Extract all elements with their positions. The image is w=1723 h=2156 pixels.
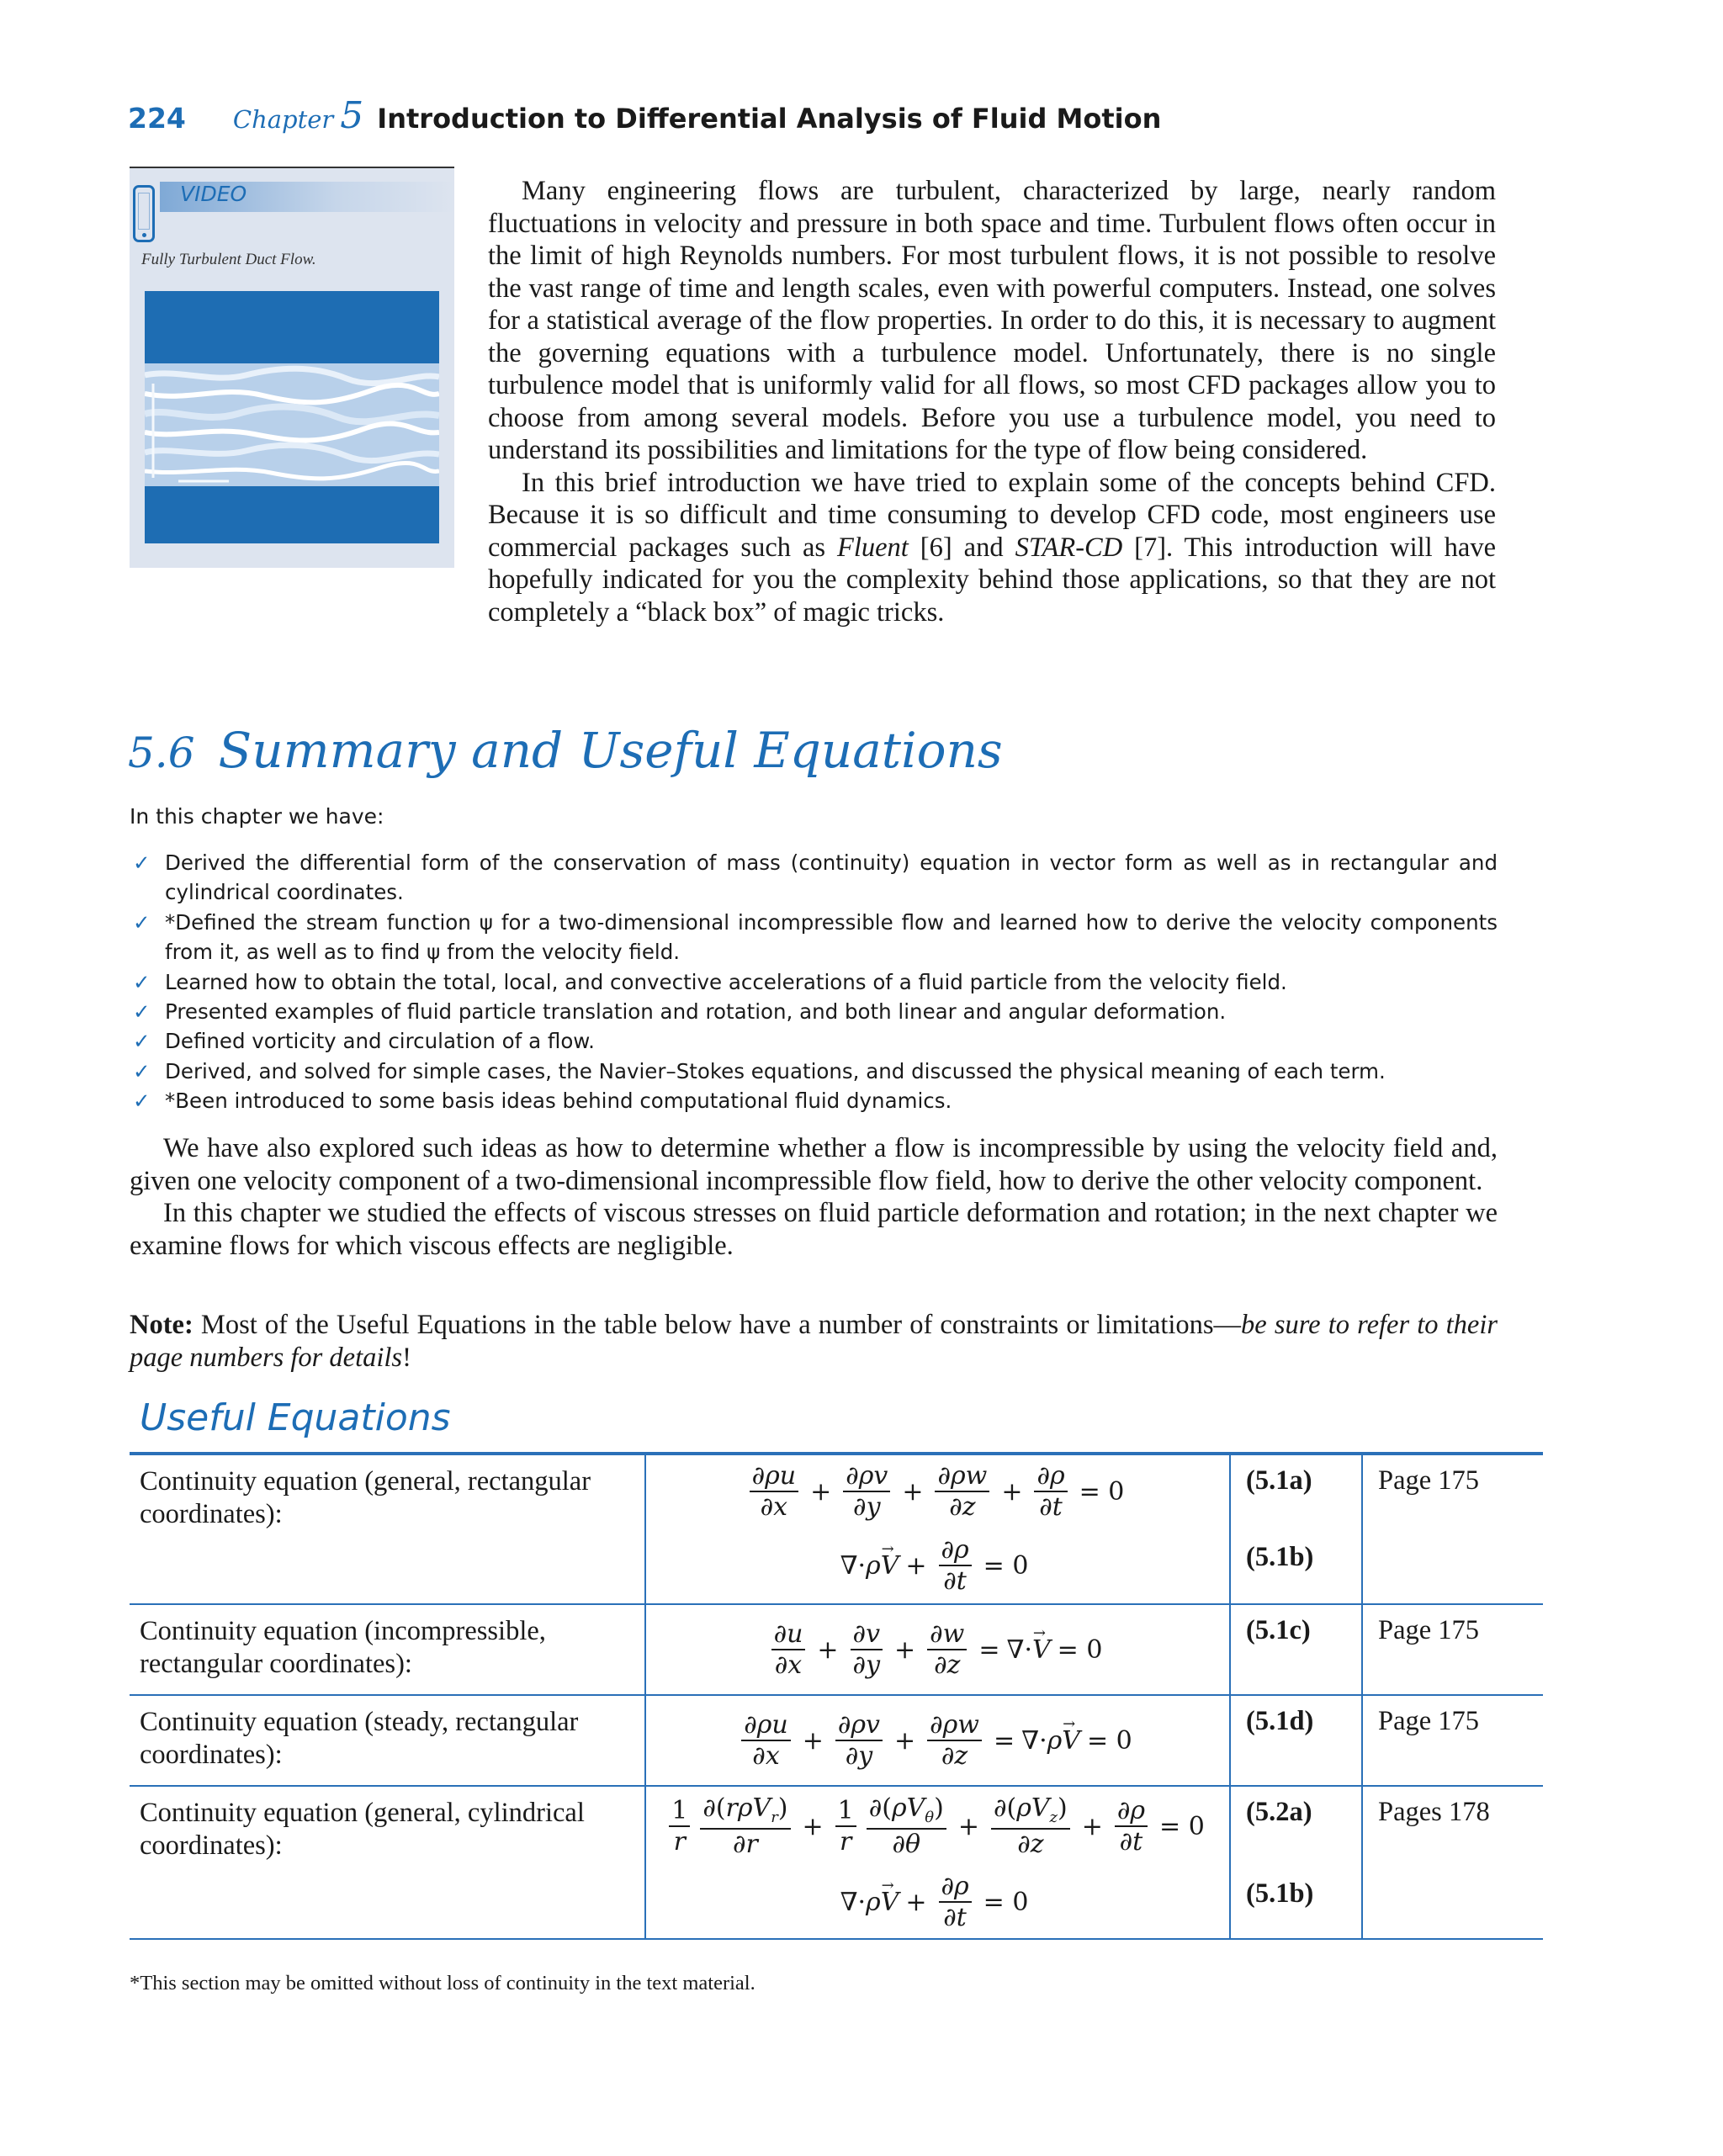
video-caption: Fully Turbulent Duct Flow.: [141, 251, 316, 268]
page-reference: Page 175: [1362, 1695, 1543, 1786]
equation-cell: [645, 1695, 1230, 1786]
summary-paragraph: We have also explored such ideas as how to determine whether a flow is incompressible by using the velocity field and, given one velocity component of a two-dimensional incompressible flow field, how to derive the other velocity component.: [130, 1133, 1498, 1196]
note-paragraph: Note: Most of the Useful Equations in the table below have a number of constraints or limitations—be sure to refer to their page numbers for details!: [130, 1310, 1498, 1373]
equation-5-1d: $\frac{\partial\rho u}{\partial x}$ + $\frac{\partial\rho v}{\partial y}$ + $\frac{\partial\rho w}{\partial z}$ = ∇·ρ→ V = 0: [646, 1696, 1229, 1785]
checklist-item: ✓ Defined vorticity and circulation of a flow.: [130, 1026, 1498, 1056]
summary-text: [130, 1132, 1498, 1262]
chapter-label: Chapter: [232, 105, 334, 134]
useful-equations-heading: Useful Equations: [140, 1396, 451, 1439]
checkmark-icon: ✓: [133, 969, 151, 994]
equation-5-1a: $\frac{\partial\rho u}{\partial x}$ + $\frac{\partial\rho v}{\partial y}$ + $\frac{\partial\rho w}{\partial z}$ + $\frac{\partial\rho}{\partial t}$ = 0: [646, 1455, 1229, 1528]
section-title: Summary and Useful Equations: [218, 722, 1003, 779]
checklist-item: ✓ Presented examples of fluid particle translation and rotation, and both linear and angular deformation.: [130, 997, 1498, 1026]
chapter-number: 5: [340, 94, 364, 137]
video-thumbnail[interactable]: [145, 291, 439, 543]
video-sidebar[interactable]: [130, 167, 454, 568]
equation-number: (5.1b): [1246, 1541, 1314, 1572]
equation-cell: [645, 1786, 1230, 1939]
equation-description: Continuity equation (incompressible, rectangular coordinates):: [130, 1604, 645, 1695]
equation-5-1b: ∇·ρ→ V + $\frac{\partial\rho}{\partial t}$ = 0: [646, 1866, 1229, 1938]
checklist-item: ✓ Derived, and solved for simple cases, the Navier–Stokes equations, and discussed the physical meaning of each term.: [130, 1057, 1498, 1086]
checkmark-icon: ✓: [133, 1029, 151, 1054]
equation-description: Continuity equation (general, cylindrical coordinates):: [130, 1786, 645, 1939]
checklist-item: ✓ *Defined the stream function ψ for a two-dimensional incompressible flow and learned how to derive the velocity components from it, as well as to find ψ from the velocity field.: [130, 908, 1498, 967]
checkmark-icon: ✓: [133, 1089, 151, 1114]
table-row: [130, 1604, 1543, 1695]
running-header: [128, 94, 1161, 138]
page-number: 224: [128, 102, 186, 135]
equation-description: Continuity equation (steady, rectangular coordinates):: [130, 1695, 645, 1786]
intro-paragraph: Many engineering flows are turbulent, characterized by large, nearly random fluctuations in velocity and pressure in both space and time. Turbulent flows often occur in the limit of high Reynolds numbers. For most turbulent flows, it is not possible to resolve the vast range of time and length scales, even with powerful computers. Instead, one solves for a statistical average of the flow properties. In order to do this, it is necessary to augment the governing equations with a turbulence model. Unfortunately, there is no single turbulence model that is uniformly valid for all flows, so most CFD packages allow you to choose from among several models. Before you use a turbulence model, you need to understand its possibilities and limitations for the type of flow being considered.: [488, 176, 1496, 465]
note-label: Note:: [130, 1310, 194, 1340]
checkmark-icon: ✓: [133, 850, 151, 875]
checkmark-icon: ✓: [133, 1058, 151, 1083]
table-row: [130, 1454, 1543, 1604]
equation-number: (5.1d): [1246, 1706, 1314, 1736]
summary-paragraph: In this chapter we studied the effects of viscous stresses on fluid particle deformation and rotation; in the next chapter we examine flows for which viscous effects are negligible.: [130, 1198, 1498, 1261]
summary-checklist: [130, 848, 1498, 1116]
equation-5-1c: $\frac{\partial u}{\partial x}$ + $\frac{\partial v}{\partial y}$ + $\frac{\partial w}{\partial z}$ = ∇·→ V = 0: [646, 1605, 1229, 1694]
checkmark-icon: ✓: [133, 909, 151, 935]
chapter-title: Introduction to Differential Analysis of Fluid Motion: [377, 103, 1162, 135]
equation-number: (5.1b): [1246, 1878, 1314, 1909]
equation-5-1b: ∇·ρ→ V + $\frac{\partial\rho}{\partial t}$ = 0: [646, 1528, 1229, 1603]
equation-cell: [645, 1454, 1230, 1604]
equation-cell: [645, 1604, 1230, 1695]
page-reference: Page 175: [1362, 1604, 1543, 1695]
useful-equations-table: [130, 1452, 1543, 1940]
page-reference: Page 175: [1362, 1454, 1543, 1604]
mobile-device-icon: [133, 185, 155, 242]
video-label: VIDEO: [180, 182, 247, 206]
page-reference: Pages 178: [1362, 1786, 1543, 1939]
turbulent-flow-image: [145, 291, 439, 543]
section-number: 5.6: [128, 728, 195, 777]
table-row: [130, 1695, 1543, 1786]
footnote: *This section may be omitted without loss of continuity in the text material.: [130, 1972, 755, 1994]
table-row: [130, 1786, 1543, 1939]
equation-number: (5.1a): [1246, 1465, 1312, 1496]
intro-text: [488, 175, 1496, 628]
equation-5-2a: $\frac{1}{r}$ $\frac{\partial(r\rho V_r)}{\partial r}$ + $\frac{1}{r}$ $\frac{\partial(\rho V_\theta)}{\partial\theta}$ + $\frac{\partial(\rho V_z)}{\partial z}$ + $\frac{\partial\rho}{\partial t}$ = 0: [646, 1787, 1229, 1866]
checklist-item: ✓ Derived the differential form of the conservation of mass (continuity) equation in vector form as well as in rectangular and cylindrical coordinates.: [130, 848, 1498, 908]
equation-description: Continuity equation (general, rectangular coordinates):: [130, 1454, 645, 1604]
checklist-item: ✓ Learned how to obtain the total, local, and convective accelerations of a fluid particle from the velocity field.: [130, 967, 1498, 997]
equation-number: (5.1c): [1246, 1615, 1311, 1645]
checklist-item: ✓ *Been introduced to some basis ideas behind computational fluid dynamics.: [130, 1086, 1498, 1115]
section-lead-in: In this chapter we have:: [130, 804, 384, 829]
section-heading: [128, 722, 1003, 779]
checkmark-icon: ✓: [133, 999, 151, 1025]
intro-paragraph: In this brief introduction we have tried to explain some of the concepts behind CFD. Because it is so difficult and time consuming to develop CFD code, most engineers use commercial packages such as Fluent [6] and STAR-CD [7]. This introduction will have hopefully indicated for you the complexity behind those applications, so that they are not completely a “black box” of magic tricks.: [488, 467, 1496, 628]
equation-number: (5.2a): [1246, 1797, 1312, 1827]
